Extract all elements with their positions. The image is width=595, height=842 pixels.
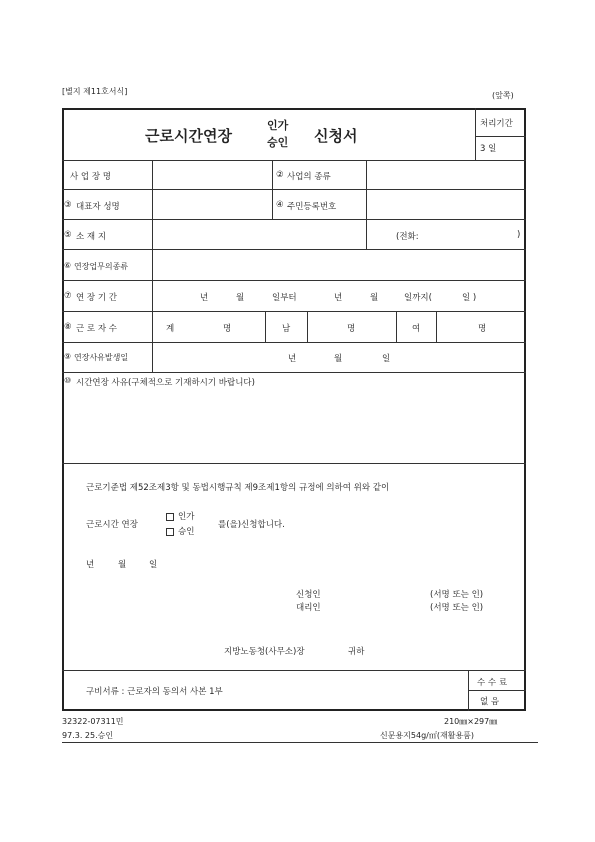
processing-period-label: 처리기간 bbox=[480, 119, 513, 129]
workers-total-label: 계 bbox=[166, 324, 175, 334]
option-authorization-label: 승인 bbox=[178, 527, 195, 537]
business-type-number: ② bbox=[276, 170, 284, 180]
checkbox-approval[interactable] bbox=[166, 513, 174, 521]
row-divider bbox=[62, 280, 526, 281]
title-suffix: 신청서 bbox=[314, 127, 358, 145]
option-approval-label: 인가 bbox=[178, 512, 195, 522]
representative-number: ③ bbox=[64, 200, 72, 210]
declaration-suffix: 를(을)신청합니다. bbox=[218, 520, 285, 530]
processing-period-value: 3 일 bbox=[480, 144, 497, 154]
workers-label: 근 로 자 수 bbox=[76, 324, 117, 334]
representative-name-label: 대표자 성명 bbox=[76, 202, 120, 212]
row-divider bbox=[62, 189, 526, 190]
applicant-label: 신청인 bbox=[296, 590, 321, 600]
registration-number-label: 주민등록번호 bbox=[287, 202, 337, 212]
agent-signature-label: (서명 또는 인) bbox=[430, 603, 484, 613]
col-divider bbox=[468, 670, 469, 711]
row-divider bbox=[62, 463, 526, 464]
paper-type: 신문용지54g/㎡(재활용품) bbox=[380, 731, 475, 740]
col-divider bbox=[396, 311, 397, 342]
workers-male-unit: 명 bbox=[347, 324, 356, 334]
occurrence-month: 월 bbox=[334, 354, 343, 364]
fee-label: 수 수 료 bbox=[477, 678, 508, 688]
occurrence-date-label: 연장사유발생일 bbox=[74, 353, 129, 362]
title-option-approval: 인가 bbox=[267, 119, 289, 132]
page-side-label: (앞쪽) bbox=[492, 91, 514, 100]
form-number-tag: [별지 제11호서식] bbox=[62, 87, 128, 96]
row-divider bbox=[62, 249, 526, 250]
application-year: 년 bbox=[86, 560, 95, 570]
address-label: 소 재 지 bbox=[76, 232, 107, 242]
work-type-number: ⑥ bbox=[64, 261, 72, 270]
row-divider bbox=[62, 219, 526, 220]
period-year-1: 년 bbox=[200, 293, 209, 303]
workers-male-label: 남 bbox=[282, 324, 291, 334]
col-divider bbox=[152, 160, 153, 372]
row-divider bbox=[62, 670, 526, 671]
business-name-field[interactable] bbox=[154, 162, 270, 187]
phone-open-label: (전화: bbox=[396, 232, 419, 242]
address-number: ⑤ bbox=[64, 230, 72, 240]
fee-value: 없 음 bbox=[480, 697, 500, 707]
required-documents-label: 구비서류 : 근로자의 동의서 사본 1부 bbox=[86, 687, 223, 697]
col-divider bbox=[366, 160, 367, 219]
approval-date: 97.3. 25.승인 bbox=[62, 731, 114, 740]
legal-basis-text: 근로기준법 제52조제3항 및 동법시행규칙 제9조제1항의 규정에 의하여 위와 같이 bbox=[86, 483, 390, 493]
row-divider bbox=[62, 342, 526, 343]
application-day: 일 bbox=[149, 560, 158, 570]
applicant-signature-label: (서명 또는 인) bbox=[430, 590, 484, 600]
row-divider bbox=[62, 311, 526, 312]
col-divider bbox=[265, 311, 266, 342]
agent-label: 대리인 bbox=[296, 603, 321, 613]
address-field[interactable] bbox=[154, 221, 364, 247]
work-type-field[interactable] bbox=[154, 251, 524, 278]
reason-field[interactable] bbox=[64, 390, 524, 460]
business-type-field[interactable] bbox=[368, 162, 524, 187]
workers-female-unit: 명 bbox=[478, 324, 487, 334]
col-divider bbox=[475, 108, 476, 160]
honorific-label: 귀하 bbox=[348, 647, 365, 657]
application-month: 월 bbox=[118, 560, 127, 570]
row-divider bbox=[468, 690, 526, 691]
option-approval[interactable] bbox=[166, 510, 194, 522]
checkbox-authorization[interactable] bbox=[166, 528, 174, 536]
row-divider bbox=[62, 160, 526, 161]
form-code: 32322-07311민 bbox=[62, 717, 124, 726]
reason-number: ⑩ bbox=[64, 376, 72, 385]
registration-number-field[interactable] bbox=[368, 191, 524, 217]
period-label: 연 장 기 간 bbox=[76, 293, 117, 303]
title-option-authorization: 승인 bbox=[267, 136, 289, 149]
period-month-2: 월 bbox=[370, 293, 379, 303]
work-type-label: 연장업무의종류 bbox=[74, 262, 129, 271]
workers-total-unit: 명 bbox=[223, 324, 232, 334]
period-month-1: 월 bbox=[236, 293, 245, 303]
representative-name-field[interactable] bbox=[154, 191, 270, 217]
col-divider bbox=[366, 219, 367, 249]
workers-number: ⑧ bbox=[64, 322, 72, 332]
occurrence-number: ⑨ bbox=[64, 352, 72, 361]
period-days-label: 일 ) bbox=[462, 293, 477, 303]
col-divider bbox=[307, 311, 308, 342]
business-name-label: 사 업 장 명 bbox=[70, 172, 111, 182]
option-authorization[interactable] bbox=[166, 525, 194, 537]
occurrence-day: 일 bbox=[382, 354, 391, 364]
paper-size: 210㎜×297㎜ bbox=[444, 717, 498, 726]
row-divider bbox=[62, 372, 526, 373]
col-divider bbox=[272, 160, 273, 219]
form-title: 근로시간연장 bbox=[145, 127, 232, 145]
addressee-label: 지방노동청(사무소)장 bbox=[224, 647, 305, 657]
registration-number-index: ④ bbox=[276, 200, 284, 210]
business-type-label: 사업의 종류 bbox=[287, 172, 331, 182]
bottom-rule bbox=[62, 742, 538, 743]
workers-female-label: 여 bbox=[412, 324, 421, 334]
period-until-label: 일까지( bbox=[404, 293, 432, 303]
period-from-label: 일부터 bbox=[272, 293, 297, 303]
col-divider bbox=[436, 311, 437, 342]
row-divider bbox=[475, 136, 526, 137]
period-number: ⑦ bbox=[64, 291, 72, 301]
reason-label: 시간연장 사유(구체적으로 기재하시기 바랍니다) bbox=[76, 378, 255, 388]
period-year-2: 년 bbox=[334, 293, 343, 303]
phone-close-label: ) bbox=[517, 230, 521, 240]
declaration-prefix: 근로시간 연장 bbox=[86, 520, 138, 530]
occurrence-year: 년 bbox=[288, 354, 297, 364]
